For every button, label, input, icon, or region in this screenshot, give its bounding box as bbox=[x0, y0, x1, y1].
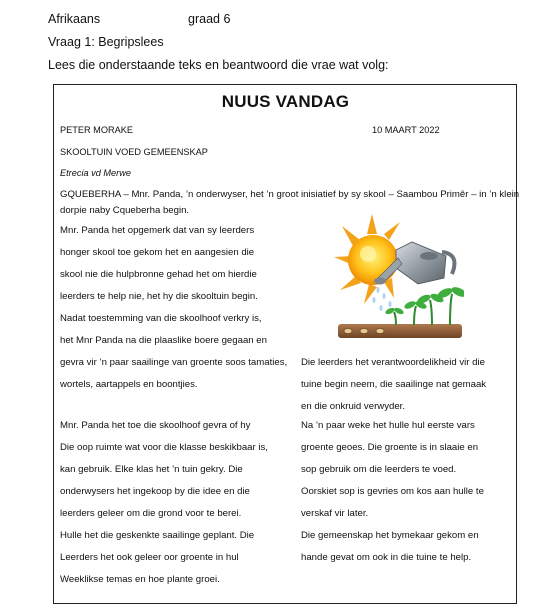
author-name: PETER MORAKE bbox=[60, 125, 134, 135]
grade-label: graad 6 bbox=[188, 12, 231, 26]
intro-line-2: dorpie naby Cqueberha begin. bbox=[60, 205, 190, 216]
left-top-line: leerders te help nie, het hy die skooltuin begin. bbox=[60, 291, 258, 302]
right-bottom-line: verskaf vir later. bbox=[301, 508, 369, 519]
left-bottom-line: Die oop ruimte wat voor die klasse beskikbaar is, bbox=[60, 442, 268, 453]
instruction-text: Lees die onderstaande teks en beantwoord die vrae wat volg: bbox=[48, 58, 389, 72]
sun-watering-can-seedlings-icon bbox=[334, 212, 464, 344]
right-top-line: Die leerders het verantwoordelikheid vir die bbox=[301, 357, 485, 368]
left-top-line: skool nie die hulpbronne gehad het om hierdie bbox=[60, 269, 257, 280]
right-bottom-line: Oorskiet sop is gevries om kos aan hulle te bbox=[301, 486, 484, 497]
intro-line-1: GQUEBERHA – Mnr. Panda, ’n onderwyser, het ’n groot inisiatief by sy skool – Saambou Primêr – in ’n klein bbox=[60, 189, 520, 200]
left-bottom-line: leerders geleer om die grond voor te berei. bbox=[60, 508, 242, 519]
left-top-line: wortels, aartappels en boontjies. bbox=[60, 379, 198, 390]
left-bottom-line: Hulle het die geskenkte saailinge geplant. Die bbox=[60, 530, 255, 541]
left-bottom-line: Mnr. Panda het toe die skoolhoof gevra of hy bbox=[60, 420, 251, 431]
right-bottom-line: hande gevat om ook in die tuine te help. bbox=[301, 552, 472, 563]
right-bottom-line: Die gemeenskap het bymekaar gekom en bbox=[301, 530, 479, 541]
left-top-line: Mnr. Panda het opgemerk dat van sy leerders bbox=[60, 225, 255, 236]
right-top-line: en die onkruid verwyder. bbox=[301, 401, 405, 412]
right-top-line: tuine begin neem, die saailinge nat gemaak bbox=[301, 379, 487, 390]
question-label: Vraag 1: Begripslees bbox=[48, 35, 164, 49]
left-bottom-line: onderwysers het ingekoop by die idee en die bbox=[60, 486, 250, 497]
subject-label: Afrikaans bbox=[48, 12, 101, 26]
masthead-title: NUUS VANDAG bbox=[221, 92, 350, 111]
left-top-line: het Mnr Panda na die plaaslike boere gegaan en bbox=[60, 335, 267, 346]
left-bottom-line: Weeklikse temas en hoe plante groei. bbox=[60, 574, 220, 585]
left-top-line: gevra vir ’n paar saailinge van groente soos tamaties, bbox=[60, 357, 288, 368]
byline: Etrecia vd Merwe bbox=[60, 168, 131, 178]
left-top-line: honger skool toe gekom het en aangesien die bbox=[60, 247, 255, 258]
right-bottom-line: sop gebruik om die leerders te voed. bbox=[301, 464, 457, 475]
left-top-line: Nadat toestemming van die skoolhoof verkry is, bbox=[60, 313, 262, 324]
right-bottom-line: groente geoes. Die groente is in slaaie en bbox=[301, 442, 479, 453]
article-date: 10 MAART 2022 bbox=[372, 125, 440, 135]
left-bottom-line: Leerders het ook geleer oor groente in hul bbox=[60, 552, 239, 563]
right-bottom-line: Na ’n paar weke het hulle hul eerste vars bbox=[301, 420, 475, 431]
left-bottom-line: kan gebruik. Elke klas het ’n tuin gekry. Die bbox=[60, 464, 243, 475]
headline: SKOOLTUIN VOED GEMEENSKAP bbox=[60, 147, 208, 157]
